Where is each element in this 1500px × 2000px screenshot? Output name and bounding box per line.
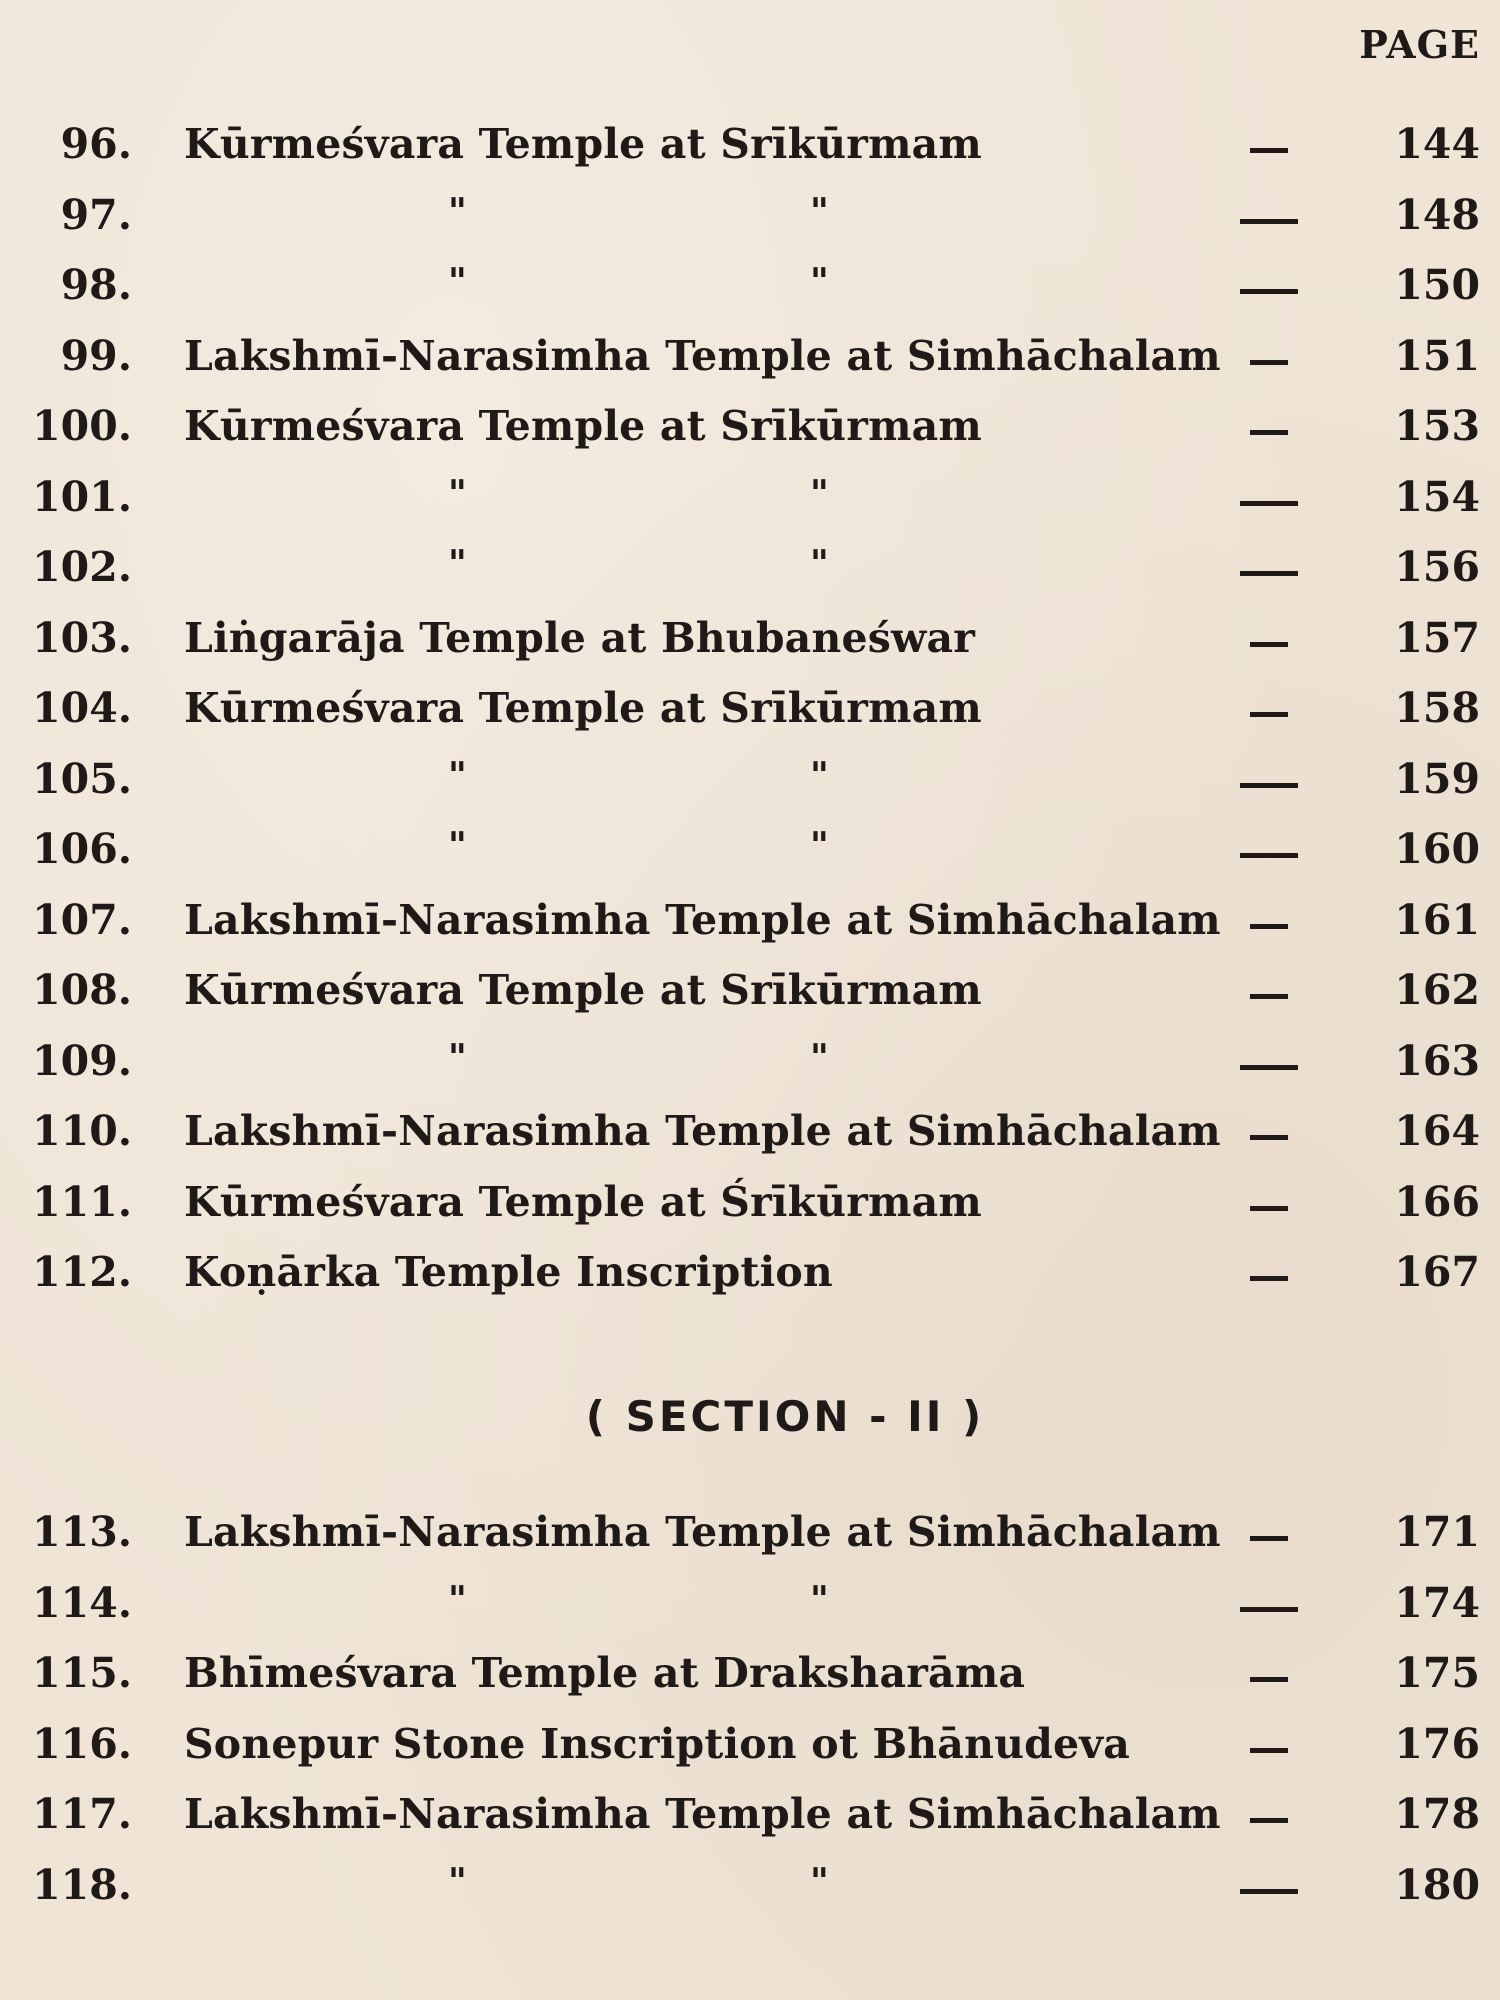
entry-title: Kūrmeśvara Temple at Srīkūrmam bbox=[184, 402, 983, 450]
leader-dash bbox=[1250, 712, 1288, 717]
entry-page-number: 154 bbox=[1394, 472, 1480, 521]
entry-page-number: 171 bbox=[1394, 1508, 1480, 1556]
leader-dash bbox=[1250, 642, 1288, 647]
toc-entry bbox=[0, 684, 1500, 744]
entry-page-number: 161 bbox=[1394, 895, 1480, 944]
leader-dash bbox=[1250, 994, 1288, 999]
entry-number: 101. bbox=[32, 472, 132, 521]
entry-page-number: 151 bbox=[1394, 331, 1480, 380]
entry-page-number: 166 bbox=[1394, 1177, 1480, 1226]
toc-entry bbox=[0, 402, 1500, 462]
ditto-mark: " bbox=[448, 543, 467, 585]
toc-entry bbox=[0, 191, 1500, 251]
entry-title: Kūrmeśvara Temple at Srīkūrmam bbox=[184, 120, 983, 168]
entry-number: 115. bbox=[32, 1649, 132, 1697]
entry-number: 109. bbox=[32, 1036, 132, 1085]
toc-entry bbox=[0, 1178, 1500, 1238]
leader-dash bbox=[1250, 148, 1288, 153]
section-heading-text: ( SECTION - II ) bbox=[585, 1392, 985, 1441]
ditto-mark: " bbox=[448, 1578, 467, 1621]
entry-page-number: 148 bbox=[1394, 190, 1480, 239]
leader-dash bbox=[1240, 289, 1298, 294]
entry-number: 108. bbox=[32, 966, 132, 1014]
leader-dash bbox=[1240, 501, 1298, 506]
toc-entry bbox=[0, 1107, 1500, 1167]
leader-dash bbox=[1240, 571, 1298, 576]
entry-title: Lakshmī-Narasimha Temple at Simhāchalam bbox=[184, 895, 1221, 944]
leader-dash bbox=[1250, 924, 1288, 929]
entry-number: 117. bbox=[32, 1790, 132, 1838]
ditto-mark: " bbox=[448, 261, 467, 303]
toc-entry bbox=[0, 1790, 1500, 1850]
entry-page-number: 144 bbox=[1394, 120, 1480, 168]
entry-page-number: 175 bbox=[1394, 1649, 1480, 1697]
ditto-mark: " bbox=[448, 472, 467, 515]
leader-dash bbox=[1250, 430, 1288, 435]
entry-number: 102. bbox=[32, 543, 132, 591]
leader-dash bbox=[1250, 1748, 1288, 1753]
toc-entry bbox=[0, 896, 1500, 956]
toc-entry bbox=[0, 1579, 1500, 1639]
entry-number: 103. bbox=[32, 613, 132, 662]
entry-page-number: 174 bbox=[1394, 1578, 1480, 1627]
entry-number: 96. bbox=[60, 120, 132, 168]
leader-dash bbox=[1250, 360, 1288, 365]
toc-entry bbox=[0, 1248, 1500, 1308]
entry-title: Bhīmeśvara Temple at Draksharāma bbox=[184, 1649, 1026, 1697]
ditto-mark: " bbox=[810, 472, 829, 515]
entry-number: 105. bbox=[32, 754, 132, 803]
leader-dash bbox=[1250, 1135, 1288, 1140]
entry-number: 110. bbox=[32, 1107, 132, 1155]
toc-entry bbox=[0, 473, 1500, 533]
ditto-mark: " bbox=[448, 825, 467, 867]
entry-page-number: 163 bbox=[1394, 1036, 1480, 1085]
entry-page-number: 150 bbox=[1394, 261, 1480, 309]
toc-entry bbox=[0, 1037, 1500, 1097]
leader-dash bbox=[1250, 1677, 1288, 1682]
toc-entry bbox=[0, 332, 1500, 392]
entry-title: Lakshmī-Narasimha Temple at Simhāchalam bbox=[184, 1790, 1221, 1838]
toc-entry bbox=[0, 120, 1500, 180]
entry-page-number: 157 bbox=[1394, 613, 1480, 662]
toc-entry bbox=[0, 543, 1500, 603]
entry-title: Sonepur Stone Inscription ot Bhānudeva bbox=[184, 1719, 1131, 1768]
leader-dash bbox=[1240, 219, 1298, 224]
entry-title: Kūrmeśvara Temple at Śrīkūrmam bbox=[184, 1177, 983, 1226]
section-heading bbox=[0, 1392, 1500, 1441]
entry-number: 106. bbox=[32, 825, 132, 873]
entry-title: Lakshmī-Narasimha Temple at Simhāchalam bbox=[184, 1508, 1221, 1556]
toc-entry bbox=[0, 755, 1500, 815]
entry-title: Lakshmī-Narasimha Temple at Simhāchalam bbox=[184, 1107, 1221, 1155]
entry-number: 111. bbox=[32, 1177, 132, 1226]
leader-dash bbox=[1250, 1536, 1288, 1541]
entry-number: 112. bbox=[32, 1248, 132, 1296]
entry-page-number: 176 bbox=[1394, 1719, 1480, 1768]
leader-dash bbox=[1250, 1206, 1288, 1211]
ditto-mark: " bbox=[448, 754, 467, 797]
leader-dash bbox=[1250, 1276, 1288, 1281]
ditto-mark: " bbox=[448, 1860, 467, 1903]
toc-entry bbox=[0, 966, 1500, 1026]
ditto-mark: " bbox=[448, 1036, 467, 1079]
toc-entry bbox=[0, 614, 1500, 674]
page-column-header: PAGE bbox=[1359, 22, 1480, 67]
leader-dash bbox=[1240, 1065, 1298, 1070]
entry-page-number: 160 bbox=[1394, 825, 1480, 873]
ditto-mark: " bbox=[448, 190, 467, 233]
entry-number: 114. bbox=[32, 1578, 132, 1627]
entry-number: 99. bbox=[60, 331, 132, 380]
leader-dash bbox=[1240, 783, 1298, 788]
entry-title: Lakshmī-Narasimha Temple at Simhāchalam bbox=[184, 331, 1221, 380]
entry-number: 100. bbox=[32, 402, 132, 450]
ditto-mark: " bbox=[810, 190, 829, 233]
entry-page-number: 162 bbox=[1394, 966, 1480, 1014]
toc-entry bbox=[0, 825, 1500, 885]
toc-entry bbox=[0, 1649, 1500, 1709]
ditto-mark: " bbox=[810, 1578, 829, 1621]
toc-entry bbox=[0, 1508, 1500, 1568]
toc-entry bbox=[0, 261, 1500, 321]
ditto-mark: " bbox=[810, 1036, 829, 1079]
entry-number: 104. bbox=[32, 684, 132, 732]
entry-page-number: 153 bbox=[1394, 402, 1480, 450]
entry-page-number: 180 bbox=[1394, 1860, 1480, 1909]
entry-number: 116. bbox=[32, 1719, 132, 1768]
leader-dash bbox=[1240, 1889, 1298, 1894]
toc-entry bbox=[0, 1861, 1500, 1921]
ditto-mark: " bbox=[810, 1860, 829, 1903]
leader-dash bbox=[1240, 853, 1298, 858]
entry-number: 113. bbox=[32, 1508, 132, 1556]
entry-title: Kūrmeśvara Temple at Srīkūrmam bbox=[184, 966, 983, 1014]
leader-dash bbox=[1250, 1818, 1288, 1823]
ditto-mark: " bbox=[810, 543, 829, 585]
entry-page-number: 164 bbox=[1394, 1107, 1480, 1155]
entry-page-number: 159 bbox=[1394, 754, 1480, 803]
entry-title: Kūrmeśvara Temple at Srīkūrmam bbox=[184, 684, 983, 732]
leader-dash bbox=[1240, 1607, 1298, 1612]
toc-entry bbox=[0, 1720, 1500, 1780]
ditto-mark: " bbox=[810, 261, 829, 303]
ditto-mark: " bbox=[810, 754, 829, 797]
entry-page-number: 156 bbox=[1394, 543, 1480, 591]
entry-page-number: 158 bbox=[1394, 684, 1480, 732]
entry-number: 98. bbox=[60, 261, 132, 309]
ditto-mark: " bbox=[810, 825, 829, 867]
entry-page-number: 178 bbox=[1394, 1790, 1480, 1838]
entry-title: Koṇārka Temple Inscription bbox=[184, 1248, 833, 1296]
entry-title: Liṅgarāja Temple at Bhubaneśwar bbox=[184, 613, 976, 662]
entry-number: 97. bbox=[60, 190, 132, 239]
entry-number: 107. bbox=[32, 895, 132, 944]
entry-page-number: 167 bbox=[1394, 1248, 1480, 1296]
entry-number: 118. bbox=[32, 1860, 132, 1909]
